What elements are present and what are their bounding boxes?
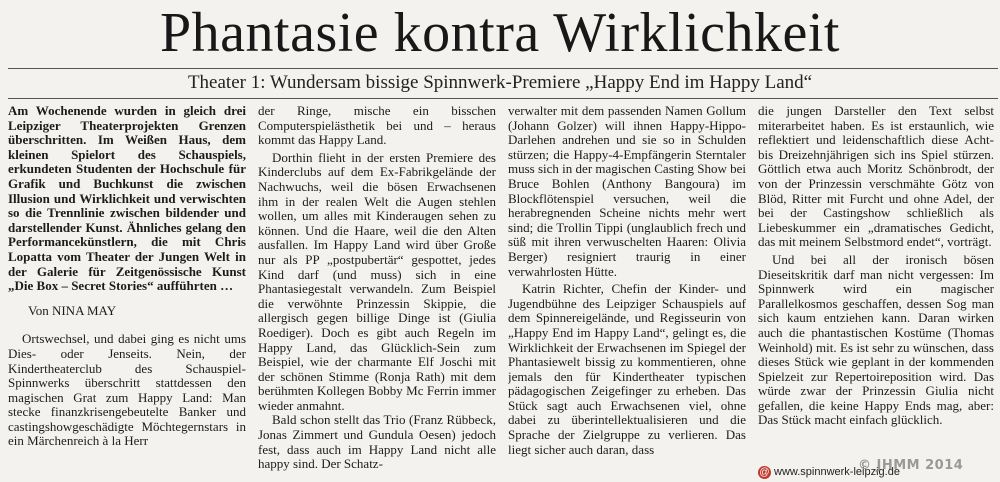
headline: Phantasie kontra Wirklichkeit [160,2,840,64]
byline: Von NINA MAY [28,302,117,318]
column-1 [8,104,246,476]
paragraph: Bald schon stellt das Trio (Franz Rübbeck, Jonas Zimmert und Gundula Oesen) jedoch fest, dass auch im Happy Land nicht alle happy sind. Der Schatz- [258,412,496,472]
column-2 [258,104,496,476]
lead-paragraph: Am Wochenende wurden in gleich drei Leipziger Theaterprojekten Grenzen überschritten. Im Weißen Haus, dem kleinen Spielort des Schauspiels, erkundeten Studenten der Hochschule für Grafik und Buchkunst die zwischen Illusion und Wirklichkeit und verwischten so die Trennlinie zwischen bildender und darstellender Kunst. Ähnliches gelang den Performancekünstlern, die mit Chris Lopatta vom Theater der Jungen Welt in der Galerie für Zeitgenössische Kunst „Die Box – Secret Stories“ aufführten … [8,104,246,294]
column-3 [508,104,746,476]
paragraph: Katrin Richter, Chefin der Kinder- und Jugendbühne des Leipziger Schauspiels auf dem Spinnereigelände, und Regisseurin von „Happy End im Happy Land“, gelingt es, die Wirklichkeit der Erwachsenen im Spiegel der Phantasiewelt bissig zu kommentieren, ohne jemals den für Kindertheater typischen pädagogischen Zeigefinger zu erheben. Das Stück sagt auch Erwachsenen viel, ohne dabei zu überintellektualisieren und die Sprache der Zielgruppe zu verlieren. Das liegt sicher auch daran, dass [508,281,746,457]
source-url: www.spinnwerk-leipzig.de [774,466,900,478]
paragraph: Ortswechsel, und dabei ging es nicht ums Dies- oder Jenseits. Nein, der Kindertheaterclub des Schauspiel-Spinnwerks überschritt stattdessen den magischen Grat zum Happy Land: Man stecke finanzkrisengebeutelte Banker und castingshowgeschädigte Möchtegernstars in ein Märchenreich à la Herr [8,331,246,449]
paragraph: verwalter mit dem passenden Namen Gollum (Johann Golzer) will ihnen Happy-Hippo-Darlehen andrehen und sie so in Schulden stürzen; die Happy-4-Empfängerin Sterntaler muss sich in der magischen Casting Show bei Bruce Bohlen (Anthony Bangoura) im Blockflötenspiel versuchen, weil die herabregnenden Scheine nichts mehr wert sind; die Trollin Tippi (unglaublich frech und süß mit ihren verwuschelten Haaren: Olivia Berger) resigniert traurig in einer verwahrlosten Hütte. [508,104,746,279]
divider-top [8,68,998,69]
divider-bottom [8,98,998,99]
paragraph: die jungen Darsteller den Text selbst miterarbeitet haben. Es ist erstaunlich, wie reflektiert und leidenschaftlich diese Acht- bis Dreizehnjährigen sich ins Spiel stürzen. Göttlich etwa auch Moritz Schönbrodt, der von der Prinzessin verschmähte Götz von Blöd, Ritter mit Furcht und ohne Adel, der bei der Castingshow schließlich als Liebeskummer ein „dramatisches Gedicht, das mit meinem Selbstmord endet“, vorträgt. [758,104,994,250]
subheadline: Theater 1: Wundersam bissige Spinnwerk-Premiere „Happy End im Happy Land“ [187,72,813,93]
at-icon: @ [759,466,770,478]
paragraph: Dorthin flieht in der ersten Premiere des Kinderclubs auf dem Ex-Fabrikgelände der Nachwuchs, weil die bösen Erwachsenen ihm in der realen Welt die Augen stehlen wollen, um alles mit Kinderaugen sehen zu können. Und die Haare, weil die den Alten ausfallen. Im Happy Land wird über Große nur als PP „postpubertär“ gespottet, jedes Kind darf (und muss) sich in eine Phantasiegestalt verwandeln. Zum Beispiel die verwöhnte Prinzessin Skippie, die allergisch gegen billige Dinge ist (Giulia Roediger). Doch es gibt auch Regeln im Happy Land, das Glücklich-Sein zum Beispiel, wie der charmante Elf Joschi mit der schönen Stimme (Ronja Rath) mit dem berühmten Kollegen Bobby Mc Ferrin immer wieder anmahnt. [258,149,496,413]
paragraph: Und bei all der ironisch bösen Dieseitskritik darf man nicht vergessen: Im Spinnwerk wird ein magischer Parallelkosmos geschaffen, dessen Sog man sich kaum entziehen kann. Daran wirken auch die phantastischen Kostüme (Thomas Weinhold) mit. Es ist sehr zu wünschen, dass dieses Stück wie geplant in der kommenden Spielzeit zur Repertoireposition wird. Das würde zwar der Prinzessin Giulia nicht gefallen, die keine Happy Ends mag, aber: Das Stück macht einfach glücklich. [758,251,994,428]
paragraph: der Ringe, mische ein bisschen Computerspielästhetik bei und – heraus kommt das Happy Land. [258,104,496,148]
watermark: © JHMM 2014 [858,458,964,473]
column-4 [758,104,994,476]
